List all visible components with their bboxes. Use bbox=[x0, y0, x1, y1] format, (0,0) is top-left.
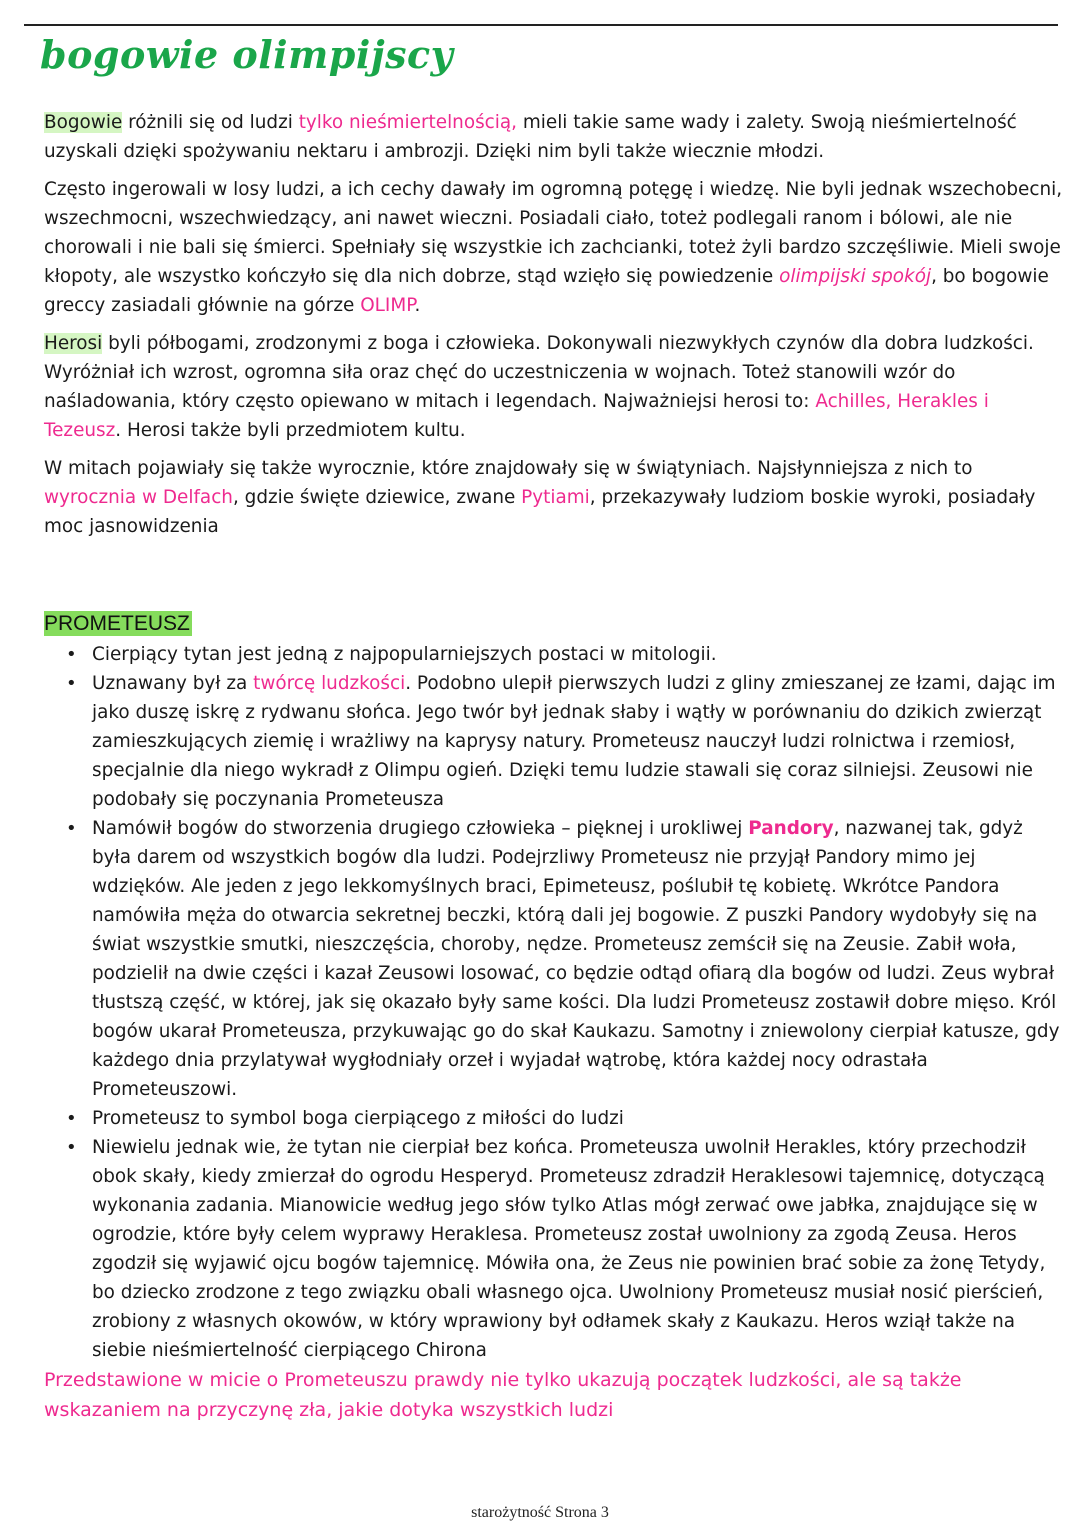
list-item bbox=[92, 669, 1064, 814]
highlight-herosi: Herosi bbox=[44, 333, 103, 354]
emphasis-pandora: Pandory bbox=[748, 818, 834, 839]
page-title: bogowie olimpijscy bbox=[40, 32, 454, 77]
list-item bbox=[92, 640, 1064, 669]
paragraph-gods bbox=[44, 108, 1064, 166]
text: . bbox=[414, 295, 421, 316]
section-heading-label: PROMETEUSZ bbox=[44, 612, 190, 635]
list-item bbox=[92, 814, 1064, 1104]
emphasis-delphi: wyrocznia w Delfach bbox=[44, 487, 233, 508]
emphasis-olympian-calm: olimpijski spokój bbox=[779, 266, 932, 287]
emphasis-pythias: Pytiami bbox=[521, 487, 590, 508]
text: różnili się od ludzi bbox=[122, 112, 299, 133]
emphasis-immortality: tylko nieśmiertelnością, bbox=[298, 112, 518, 133]
text: , gdzie święte dziewice, zwane bbox=[232, 487, 522, 508]
prometheus-list bbox=[44, 640, 1064, 1365]
emphasis-hero-names: Achilles, Herakles i Tezeusz bbox=[44, 391, 989, 441]
content bbox=[44, 108, 1064, 1425]
text: byli półbogami, zrodzonymi z boga i człowieka. Dokonywali niezwykłych czynów dla dobra ludzkości. Wyróżniał ich wzrost, ogromna siła oraz chęć do uczestniczenia w wojnach. Toteż stanowili wzór do naśladowania, który często opiewano w mitach i legendach. Najważniejsi herosi to: bbox=[44, 333, 1034, 412]
text: Często ingerowali w losy ludzi, a ich cechy dawały im ogromną potęgę i wiedzę. Nie byli jednak wszechobecni, wszechmocni, wszechwiedzący, ani nawet wieczni. Posiadali ciało, toteż podlegali ranom i bólowi, ale nie chorowali i nie bali się śmierci. Spełniały się wszystkie ich zachcianki, toteż żyli bardzo szczęśliwie. Mieli swoje kłopoty, ale wszystko kończyło się dla nich dobrze, stąd wzięło się powiedzenie bbox=[44, 179, 1063, 287]
list-item bbox=[92, 1104, 1064, 1133]
paragraph-traits bbox=[44, 175, 1064, 320]
section-heading bbox=[44, 609, 1064, 640]
text: Cierpiący tytan jest jedną z najpopularniejszych postaci w mitologii. bbox=[92, 644, 717, 665]
text: Prometeusz to symbol boga cierpiącego z miłości do ludzi bbox=[92, 1108, 624, 1129]
highlight-bogowie: Bogowie bbox=[44, 112, 123, 133]
text: , przekazywały ludziom boskie wyroki, posiadały moc jasnowidzenia bbox=[44, 487, 1036, 537]
text: , bo bogowie greccy zasiadali głównie na górze bbox=[44, 266, 1049, 316]
text: W mitach pojawiały się także wyrocznie, które znajdowały się w świątyniach. Najsłynniejsza z nich to bbox=[44, 458, 973, 479]
paragraph-oracles bbox=[44, 454, 1064, 541]
top-rule bbox=[24, 24, 1058, 26]
text: Namówił bogów do stworzenia drugiego człowieka – pięknej i urokliwej bbox=[92, 818, 749, 839]
text: . Podobno ulepił pierwszych ludzi z gliny zmieszanej ze łzami, dając im jako duszę iskrę z rydwanu słońca. Jego twór był jednak słaby i wątły w porównaniu do dzikich zwierząt zamieszkujących ziemię i wrażliwy na kaprysy natury. Prometeusz nauczył ludzi rolnictwa i rzemiosł, specjalnie dla niego wykradł z Olimpu ogień. Dzięki temu ludzie stawali się coraz silniejsi. Zeusowi nie podobały się poczynania Prometeusza bbox=[92, 673, 1056, 810]
emphasis-creator: twórcę ludzkości bbox=[253, 673, 406, 694]
text: . Herosi także byli przedmiotem kultu. bbox=[115, 420, 466, 441]
text: Uznawany był za bbox=[92, 673, 254, 694]
text: mieli takie same wady i zalety. Swoją nieśmiertelność uzyskali dzięki spożywaniu nektaru i ambrozji. Dzięki nim byli także wiecznie młodzi. bbox=[44, 112, 1017, 162]
list-item bbox=[92, 1133, 1064, 1365]
text: Niewielu jednak wie, że tytan nie cierpiał bez końca. Prometeusza uwolnił Herakles, który przechodził obok skały, kiedy zmierzał do ogrodu Hesperyd. Prometeusz zdradził Heraklesowi tajemnicę, dotyczącą wykonania zadania. Mianowicie według jego słów tylko Atlas mógł zerwać owe jabłka, znajdujące się w ogrodzie, które były celem wyprawy Heraklesa. Prometeusz został uwolniony za zgodą Zeusa. Heros zgodził się wyjawić ojcu bogów tajemnicę. Mówiła ona, że Zeus nie powinien brać sobie za żonę Tetydy, bo dziecko zrodzone z tego związku obali własnego ojca. Uwolniony Prometeusz musiał nosić pierścień, zrobiony z własnych okowów, w który wprawiony był odłamek skały z Kaukazu. Heros wziął także na siebie nieśmiertelność cierpiącego Chirona bbox=[92, 1137, 1046, 1361]
text: , nazwanej tak, gdyż była darem od wszystkich bogów dla ludzi. Podejrzliwy Prometeusz nie przyjął Pandory mimo jej wdzięków. Ale jeden z jego lekkomyślnych braci, Epimeteusz, poślubił tę kobietę. Wkrótce Pandora namówiła męża do otwarcia sekretnej beczki, którą dali jej bogowie. Z puszki Pandory wydobyły się na świat wszystkie smutki, nieszczęścia, choroby, nędze. Prometeusz zemścił się na Zeusie. Zabił woła, podzielił na dwie części i kazał Zeusowi losować, co będzie odtąd ofiarą dla bogów od ludzi. Zeus wybrał tłustszą część, w której, jak się okazało były same kości. Dla ludzi Prometeusz zostawił dobre mięso. Król bogów ukarał Prometeusza, przykuwając go do skał Kaukazu. Samotny i zniewolony cierpiał katusze, gdy każdego dnia przylatywał wygłodniały orzeł i wyjadał wątrobę, która każdej nocy odrastała Prometeuszowi. bbox=[92, 818, 1060, 1100]
page-footer: starożytność Strona 3 bbox=[471, 1504, 609, 1521]
closing-statement: Przedstawione w micie o Prometeuszu prawdy nie tylko ukazują początek ludzkości, ale są także wskazaniem na przyczynę zła, jakie dotyka wszystkich ludzi bbox=[44, 1369, 962, 1421]
paragraph-heroes bbox=[44, 329, 1064, 445]
emphasis-olimp: OLIMP bbox=[360, 295, 415, 316]
